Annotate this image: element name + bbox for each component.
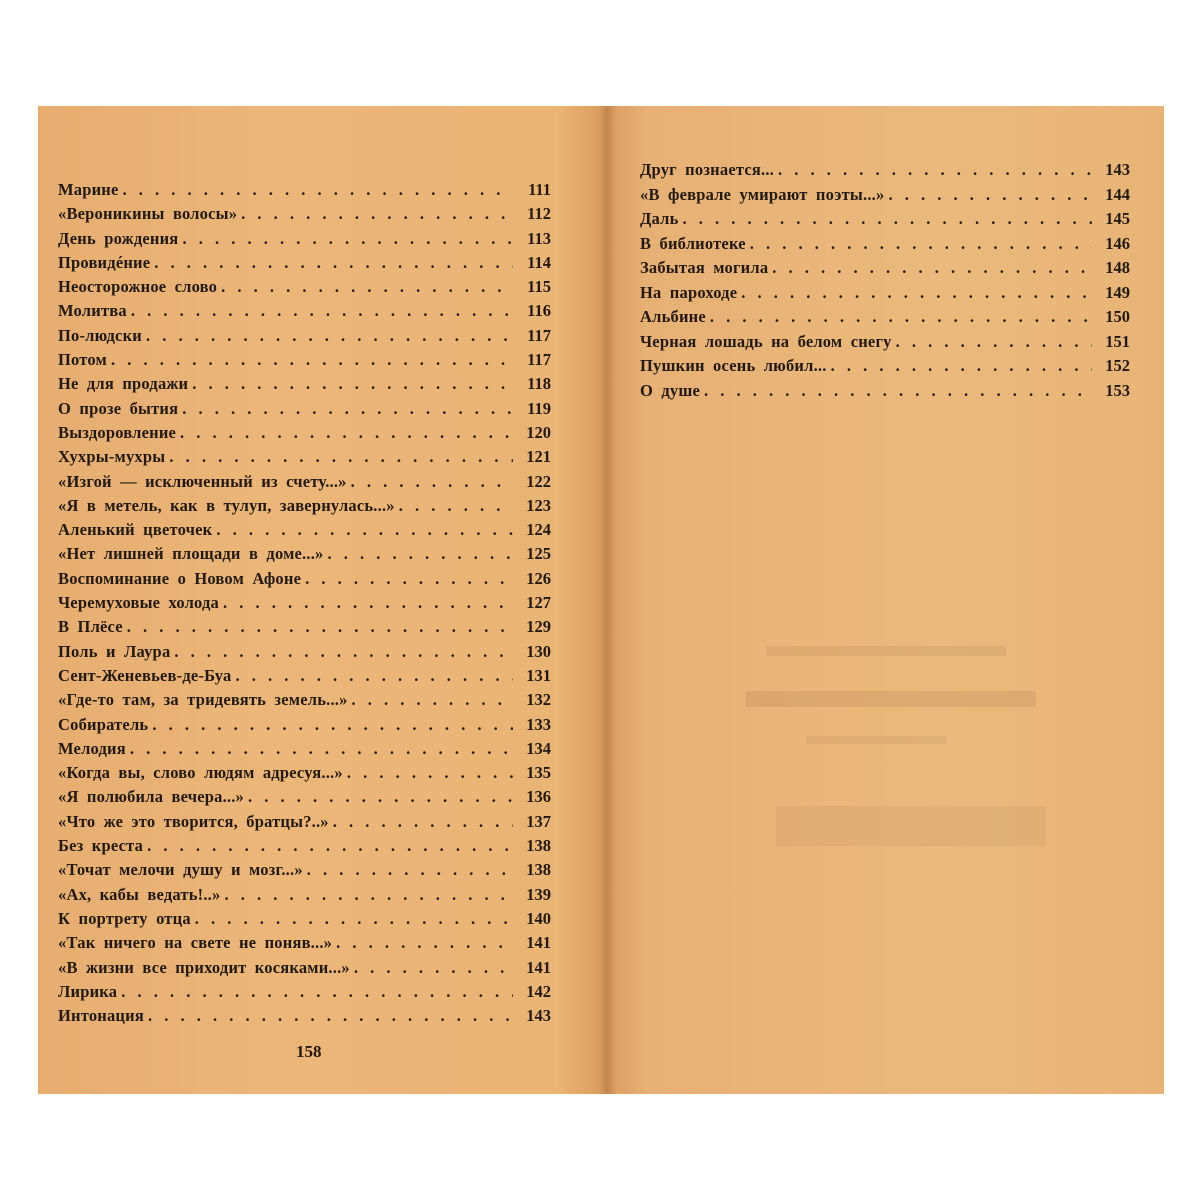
toc-entry-title: Аленький цветочек: [58, 520, 213, 540]
dot-leader: [772, 256, 1092, 281]
toc-entry: [58, 761, 551, 785]
toc-entry: [58, 664, 551, 688]
toc-entry-page: 131: [526, 665, 551, 685]
toc-entry-title: «В жизни все приходит косяками...»: [58, 957, 350, 977]
toc-entry-title: Мелодия: [58, 738, 126, 758]
dot-leader: [182, 397, 513, 421]
toc-entry-page: 117: [527, 350, 551, 370]
toc-entry-page: 137: [526, 811, 551, 831]
toc-entry-page: 136: [526, 787, 551, 807]
toc-entry: [58, 494, 551, 518]
dot-leader: [182, 227, 513, 251]
toc-entry: [58, 348, 551, 372]
dot-leader: [888, 183, 1092, 208]
dot-leader: [351, 470, 513, 494]
toc-entry-title: «Точат мелочи душу и мозг...»: [58, 860, 303, 880]
table-of-contents-right: [640, 158, 1130, 403]
dot-leader: [354, 956, 513, 980]
toc-entry: [640, 256, 1130, 281]
dot-leader: [131, 299, 513, 323]
toc-entry: [58, 470, 551, 494]
toc-entry-page: 133: [526, 714, 551, 734]
toc-entry-page: 138: [526, 836, 551, 856]
dot-leader: [750, 232, 1092, 257]
toc-entry: [640, 281, 1130, 306]
toc-entry: [58, 299, 551, 323]
dot-leader: [221, 275, 513, 299]
right-page: [616, 106, 1164, 1094]
toc-entry-page: 143: [526, 1006, 551, 1026]
toc-entry-page: 120: [526, 422, 551, 442]
open-book: [38, 106, 1164, 1094]
toc-entry-page: 140: [526, 908, 551, 928]
toc-entry-page: 129: [526, 617, 551, 637]
toc-entry-title: Пушкин осень любил...: [640, 356, 827, 375]
toc-entry-page: 121: [526, 447, 551, 467]
toc-entry-title: «Я в метель, как в тулуп, завернулась...»: [58, 495, 395, 515]
toc-entry: [58, 907, 551, 931]
dot-leader: [174, 640, 513, 664]
toc-entry-title: Выздоровление: [58, 422, 177, 442]
toc-entry-page: 114: [527, 252, 551, 272]
toc-entry-title: Воспоминание о Новом Афоне: [58, 568, 302, 588]
toc-entry: [58, 518, 551, 542]
toc-entry: [58, 542, 551, 566]
toc-entry-page: 126: [526, 568, 551, 588]
toc-entry-page: 141: [526, 933, 551, 953]
dot-leader: [778, 158, 1092, 183]
dot-leader: [347, 761, 513, 785]
toc-entry-title: «Нет лишней площади в доме...»: [58, 544, 324, 564]
toc-entry-page: 113: [527, 228, 551, 248]
toc-entry: [58, 324, 551, 348]
toc-entry-title: Черная лошадь на белом снегу: [640, 331, 892, 351]
toc-entry: [58, 834, 551, 858]
toc-entry: [58, 567, 551, 591]
toc-entry: [58, 810, 551, 834]
toc-entry-title: Хухры-мухры: [58, 447, 166, 467]
toc-entry-title: «В феврале умирают поэты...»: [640, 184, 885, 204]
dot-leader: [307, 858, 513, 882]
toc-entry-page: 125: [526, 544, 551, 564]
toc-entry-title: Потом: [58, 350, 107, 370]
dot-leader: [216, 518, 513, 542]
toc-entry-title: Друг познается...: [640, 160, 774, 179]
show-through-ghost: [746, 691, 1036, 707]
toc-entry-title: Неосторожное слово: [58, 277, 218, 297]
toc-entry: [58, 688, 551, 712]
toc-entry-title: День рождения: [58, 228, 179, 248]
show-through-ghost: [806, 736, 946, 744]
dot-leader: [896, 330, 1092, 355]
toc-entry-title: Сент-Женевьев-де-Буа: [58, 665, 232, 685]
toc-entry: [640, 354, 1130, 379]
toc-entry-title: Без креста: [58, 836, 144, 856]
dot-leader: [236, 664, 514, 688]
toc-entry-page: 152: [1105, 356, 1130, 375]
toc-entry-page: 112: [527, 204, 551, 224]
toc-entry: [640, 183, 1130, 208]
toc-entry-page: 111: [528, 180, 551, 199]
toc-entry: [640, 232, 1130, 257]
toc-entry: [58, 883, 551, 907]
toc-entry-page: 148: [1105, 258, 1130, 277]
toc-entry-page: 144: [1105, 184, 1130, 204]
toc-entry-page: 117: [527, 325, 551, 345]
dot-leader: [333, 810, 513, 834]
dot-leader: [241, 202, 513, 226]
toc-entry: [58, 640, 551, 664]
toc-entry-title: На пароходе: [640, 282, 738, 302]
dot-leader: [121, 980, 513, 1004]
toc-entry-title: О душе: [640, 380, 701, 400]
left-page: [38, 106, 598, 1094]
dot-leader: [305, 567, 513, 591]
dot-leader: [224, 883, 513, 907]
toc-entry: [58, 785, 551, 809]
dot-leader: [147, 834, 513, 858]
book-gutter: [598, 106, 616, 1094]
toc-entry-title: «Где-то там, за тридевять земель...»: [58, 690, 348, 710]
toc-entry-page: 122: [526, 471, 551, 491]
dot-leader: [223, 591, 513, 615]
dot-leader: [154, 251, 513, 275]
toc-entry-title: В библиотеке: [640, 233, 746, 253]
toc-entry-page: 142: [526, 981, 551, 1001]
toc-entry: [58, 615, 551, 639]
toc-entry: [58, 227, 551, 251]
toc-entry-title: «Вероникины волосы»: [58, 204, 238, 224]
toc-entry-title: Провидéние: [58, 252, 151, 272]
dot-leader: [180, 421, 513, 445]
dot-leader: [352, 688, 513, 712]
toc-entry-title: По-людски: [58, 325, 142, 345]
toc-entry-page: 151: [1105, 331, 1130, 351]
table-of-contents-left: [58, 178, 551, 1028]
dot-leader: [111, 348, 513, 372]
dot-leader: [192, 372, 513, 396]
dot-leader: [741, 281, 1092, 306]
toc-entry: [58, 737, 551, 761]
toc-entry-title: Черемуховые холода: [58, 593, 220, 613]
dot-leader: [336, 931, 513, 955]
toc-entry-page: 134: [526, 738, 551, 758]
dot-leader: [248, 785, 513, 809]
toc-entry-page: 139: [526, 884, 551, 904]
toc-entry: [58, 956, 551, 980]
dot-leader: [123, 178, 513, 202]
dot-leader: [152, 713, 513, 737]
toc-entry-title: Забытая могила: [640, 258, 769, 277]
toc-entry-title: Собиратель: [58, 714, 149, 734]
toc-entry-page: 116: [527, 301, 551, 321]
toc-entry-title: Марине: [58, 180, 119, 199]
page-number: 158: [296, 1042, 322, 1061]
toc-entry-page: 115: [527, 277, 551, 297]
toc-entry-title: «Так ничего на свете не поняв...»: [58, 933, 333, 953]
toc-entry: [640, 207, 1130, 232]
toc-entry-page: 119: [527, 398, 551, 418]
dot-leader: [683, 207, 1092, 232]
dot-leader: [399, 494, 513, 518]
toc-entry: [58, 251, 551, 275]
toc-entry: [58, 591, 551, 615]
toc-entry-title: К портрету отца: [58, 908, 191, 928]
toc-entry-page: 127: [526, 593, 551, 613]
dot-leader: [195, 907, 513, 931]
toc-entry-page: 132: [526, 690, 551, 710]
toc-entry: [58, 1004, 551, 1028]
dot-leader: [710, 305, 1092, 330]
dot-leader: [146, 324, 513, 348]
toc-entry: [640, 305, 1130, 330]
toc-entry-title: Лирика: [58, 981, 118, 1001]
toc-entry: [640, 330, 1130, 355]
toc-entry-page: 150: [1105, 307, 1130, 326]
toc-entry: [58, 397, 551, 421]
toc-entry: [58, 980, 551, 1004]
toc-entry-page: 143: [1105, 160, 1130, 179]
toc-entry: [58, 275, 551, 299]
toc-entry: [640, 379, 1130, 404]
toc-entry-page: 149: [1105, 282, 1130, 302]
toc-entry-title: Альбине: [640, 307, 706, 326]
toc-entry: [58, 445, 551, 469]
toc-entry: [58, 421, 551, 445]
toc-entry-title: Не для продажи: [58, 374, 189, 394]
toc-entry-title: О прозе бытия: [58, 398, 179, 418]
toc-entry-page: 145: [1105, 209, 1130, 228]
dot-leader: [704, 379, 1092, 404]
dot-leader: [130, 737, 513, 761]
toc-entry-title: «Что же это творится, братцы?..»: [58, 811, 329, 831]
toc-entry-title: «Я полюбила вечера...»: [58, 787, 244, 807]
toc-entry: [58, 372, 551, 396]
toc-entry-page: 123: [526, 495, 551, 515]
dot-leader: [127, 615, 513, 639]
toc-entry-title: «Ах, кабы ведать!..»: [58, 884, 221, 904]
toc-entry-title: «Изгой — исключенный из счету...»: [58, 471, 347, 491]
toc-entry: [58, 202, 551, 226]
dot-leader: [327, 542, 513, 566]
toc-entry-page: 124: [526, 520, 551, 540]
toc-entry-title: Поль и Лаура: [58, 641, 171, 661]
toc-entry-page: 135: [526, 763, 551, 783]
dot-leader: [169, 445, 513, 469]
toc-entry-page: 138: [526, 860, 551, 880]
toc-entry-title: В Плёсе: [58, 617, 123, 637]
toc-entry-page: 153: [1105, 380, 1130, 400]
toc-entry-page: 146: [1105, 233, 1130, 253]
toc-entry: [58, 858, 551, 882]
toc-entry-title: Интонация: [58, 1006, 144, 1026]
toc-entry: [58, 931, 551, 955]
dot-leader: [831, 354, 1092, 379]
toc-entry-page: 130: [526, 641, 551, 661]
toc-entry-title: «Когда вы, слово людям адресуя...»: [58, 763, 343, 783]
show-through-ghost: [766, 646, 1006, 656]
toc-entry-title: Молитва: [58, 301, 127, 321]
toc-entry: [58, 178, 551, 202]
toc-entry-page: 141: [526, 957, 551, 977]
toc-entry: [640, 158, 1130, 183]
toc-entry-page: 118: [527, 374, 551, 394]
show-through-ghost: [776, 806, 1046, 846]
dot-leader: [148, 1004, 513, 1028]
toc-entry-title: Даль: [640, 209, 679, 228]
toc-entry: [58, 713, 551, 737]
